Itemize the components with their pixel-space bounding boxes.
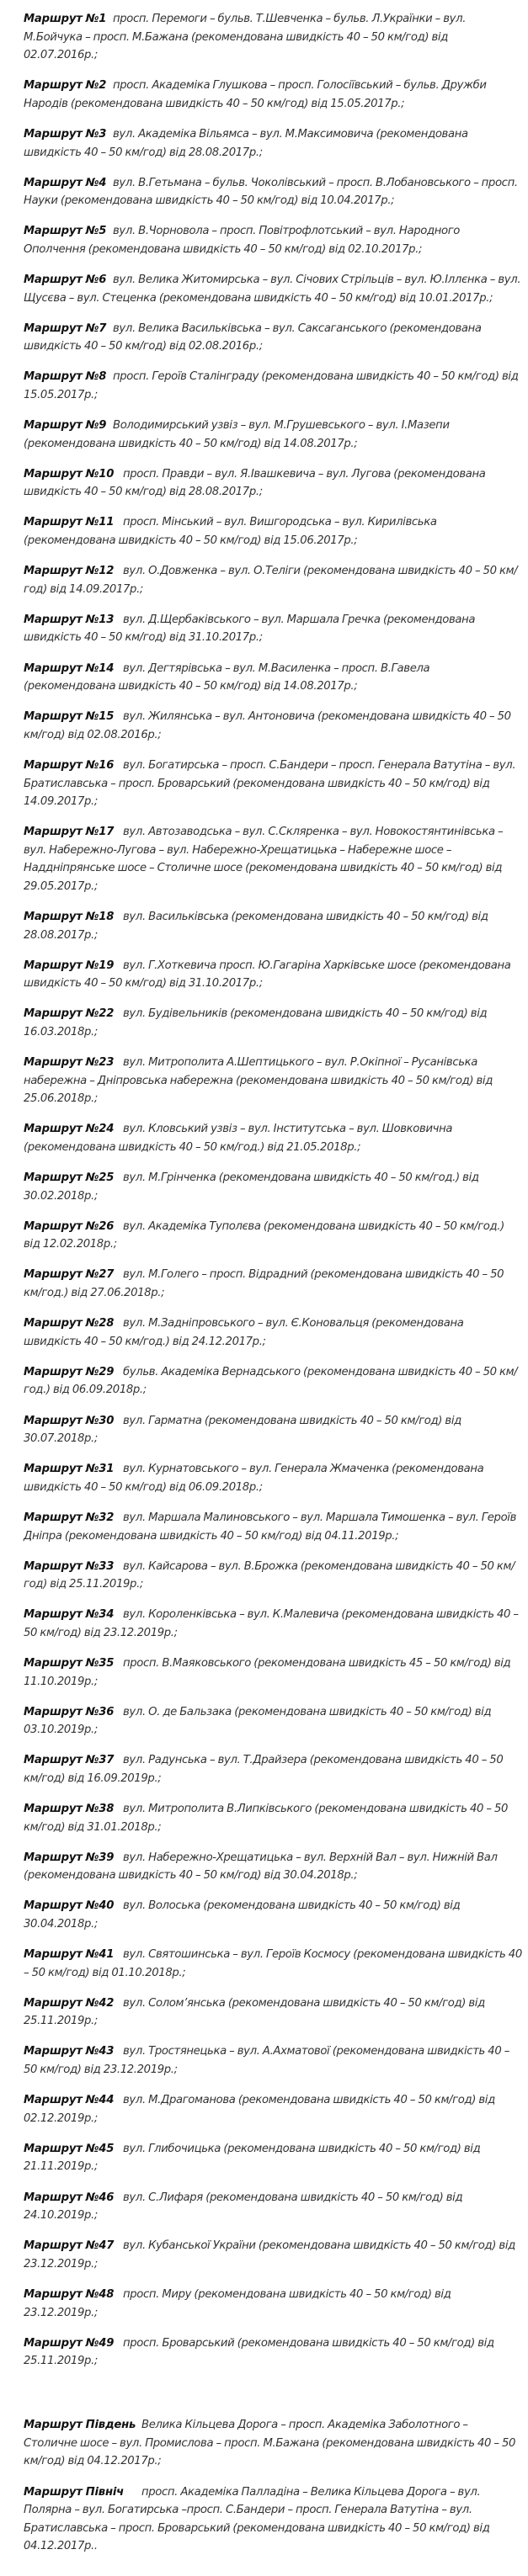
route-description: вул. М.Драгоманова (рекомендована швидкість 40 – 50 км/год) від 02.12.2019р.; — [24, 2094, 495, 2125]
route-description: вул. Святошинська – вул. Героїв Космосу (рекомендована швидкість 40 – 50 км/год) від 01.10.2018р.; — [24, 1948, 522, 1979]
route-label: Маршрут №19 — [24, 959, 115, 972]
route-description: вул. Кайсарова – вул. В.Брожка (рекомендована швидкість 40 – 50 км/год) від 25.11.2019р.; — [24, 1559, 515, 1591]
route-item — [24, 908, 522, 944]
route-description: вул. Академіка Вільямса – вул. М.Максимовича (рекомендована швидкість 40 – 50 км/год) від 28.08.2017р.; — [24, 127, 468, 159]
route-description: вул. Маршала Малиновського – вул. Маршала Тимошенка – вул. Героїв Дніпра (рекомендована швидкість 40 – 50 км/год) від 04.11.2019р.; — [24, 1511, 517, 1543]
route-label: Маршрут №49 — [24, 2336, 115, 2350]
route-item — [24, 1169, 522, 1205]
route-label: Маршрут №35 — [24, 1656, 115, 1670]
route-item — [24, 1120, 522, 1156]
route-label: Маршрут №41 — [24, 1948, 115, 1962]
route-description: вул. Автозаводська – вул. С.Скляренка – вул. Новокостянтинівська – вул. Набережно-Лугова – вул. Набережно-Хрещатицька – Набережне шосе – Наддніпрянське шосе – Столичне шосе (рекомендована швидкість 40 – 50 км/год) від 29.05.2017р.; — [24, 826, 504, 893]
route-label: Маршрут №2 — [24, 79, 107, 93]
route-item — [24, 611, 522, 647]
route-description: просп. Миру (рекомендована швидкість 40 – 50 км/год) від 23.12.2019р.; — [24, 2287, 451, 2319]
route-item — [24, 174, 522, 210]
route-description: вул. Волоська (рекомендована швидкість 40 – 50 км/год) від 30.04.2018р.; — [24, 1899, 461, 1931]
route-item — [24, 1606, 522, 1642]
route-item — [24, 368, 522, 404]
route-description: просп. Академіка Глушкова – просп. Голосіївський – бульв. Дружби Народів (рекомендована швидкість 40 – 50 км/год) від 15.05.2017р.; — [24, 79, 487, 110]
route-item — [24, 708, 522, 744]
route-item — [24, 1005, 522, 1041]
route-item — [24, 1054, 522, 1108]
route-description: вул. Жилянська – вул. Антоновича (рекомендована швидкість 40 – 50 км/год) від 02.08.2016р.; — [24, 710, 511, 741]
route-item — [24, 2042, 522, 2079]
route-item — [24, 1703, 522, 1739]
route-description: вул. Глибочицька (рекомендована швидкість 40 – 50 км/год) від 21.11.2019р.; — [24, 2142, 481, 2174]
route-description: просп. Перемоги – бульв. Т.Шевченка – бульв. Л.Українки – вул. М.Бойчука – просп. М.Бажана (рекомендована швидкість 40 – 50 км/год) від 02.07.2016р.; — [24, 13, 467, 62]
route-item — [24, 125, 522, 162]
route-description: вул. М.Голего – просп. Відрадний (рекомендована швидкість 40 – 50 км/год.) від 27.06.2018р.; — [24, 1268, 504, 1300]
route-description: вул. Богатирська – просп. С.Бандери – просп. Генерала Ватутіна – вул. Братиславська – просп. Броварський (рекомендована швидкість 40 – 50 км/год) від 14.09.2017р.; — [24, 758, 516, 809]
route-label: Маршрут №36 — [24, 1705, 115, 1718]
route-item — [24, 222, 522, 258]
route-description: вул. Радунська – вул. Т.Драйзера (рекомендована швидкість 40 – 50 км/год) від 16.09.2019р.; — [24, 1754, 504, 1785]
route-label: Маршрут №37 — [24, 1754, 115, 1767]
route-description: вул. Академіка Туполєва (рекомендована швидкість 40 – 50 км/год.) від 12.02.2018р.; — [24, 1219, 504, 1251]
route-item — [24, 1849, 522, 1885]
route-item — [24, 320, 522, 356]
route-label: Маршрут №32 — [24, 1511, 115, 1524]
route-description: Володимирський узвіз – вул. М.Грушевського – вул. І.Мазепи (рекомендована швидкість 40 – 50 км/год) від 14.08.2017р.; — [24, 419, 450, 450]
route-label: Маршрут №9 — [24, 419, 107, 433]
route-label: Маршрут №24 — [24, 1123, 115, 1136]
route-description: просп. Академіка Палладіна – Велика Кільцева Дорога – вул. Полярна – вул. Богатирська –просп. С.Бандери – просп. Генерала Ватутіна – вул. Братиславська – просп. Броварський (рекомендована швидкість 40 – 50 км/год) від 04.12.2017р.. — [24, 2485, 490, 2553]
route-description: вул. Курнатовського – вул. Генерала Жмаченка (рекомендована швидкість 40 – 50 км/год) від 06.09.2018р.; — [24, 1463, 484, 1494]
route-description: вул. Будівельників (рекомендована швидкість 40 – 50 км/год) від 16.03.2018р.; — [24, 1007, 488, 1039]
route-item — [24, 465, 522, 502]
route-item — [24, 271, 522, 307]
route-item — [24, 1218, 522, 1254]
route-item — [24, 1460, 522, 1496]
route-description: вул. Д.Щербаківського – вул. Маршала Гречка (рекомендована швидкість 40 – 50 км/год) від 31.10.2017р.; — [24, 613, 476, 645]
route-label: Маршрут №29 — [24, 1365, 115, 1378]
section-spacer — [24, 2382, 522, 2416]
route-description: вул. О. де Бальзака (рекомендована швидкість 40 – 50 км/год) від 03.10.2019р.; — [24, 1705, 492, 1737]
route-label: Маршрут №40 — [24, 1899, 115, 1913]
route-label: Маршрут №3 — [24, 127, 107, 141]
route-description: просп. Мінський – вул. Вишгородська – вул. Кирилівська (рекомендована швидкість 40 – 50 км/год) від 15.06.2017р.; — [24, 516, 437, 548]
route-item — [24, 2286, 522, 2322]
route-description: вул. В.Чорновола – просп. Повітрофлотський – вул. Народного Ополчення (рекомендована швидкість 40 – 50 км/год) від 02.10.2017р.; — [24, 225, 461, 256]
route-item — [24, 1897, 522, 1933]
route-label: Маршрут №4 — [24, 176, 107, 189]
route-description: вул. М.Грінченка (рекомендована швидкість 40 – 50 км/год.) від 30.02.2018р.; — [24, 1171, 479, 1203]
route-item — [24, 1558, 522, 1594]
route-item — [24, 10, 522, 65]
route-description: вул. Набережно-Хрещатицька – вул. Верхній Вал – вул. Нижній Вал (рекомендована швидкість 40 – 50 км/год) від 30.04.2018р.; — [24, 1851, 498, 1883]
route-item — [24, 1751, 522, 1787]
route-description: вул. Тростянецька – вул. А.Ахматової (рекомендована швидкість 40 – 50 км/год) від 23.12.2019р.; — [24, 2045, 509, 2077]
route-description: вул. Гарматна (рекомендована швидкість 40 – 50 км/год) від 30.07.2018р.; — [24, 1414, 461, 1446]
route-item — [24, 562, 522, 598]
route-description: вул. В.Гетьмана – бульв. Чоколівський – просп. В.Лобановського – просп. Науки (рекомендована швидкість 40 – 50 км/год) від 10.04.2017р.; — [24, 176, 518, 208]
route-description: вул. С.Лифаря (рекомендована швидкість 40 – 50 км/год) від 24.10.2019р.; — [24, 2191, 463, 2223]
route-label: Маршрут №13 — [24, 613, 115, 626]
route-label: Маршрут №45 — [24, 2142, 115, 2155]
route-item — [24, 417, 522, 453]
route-label: Маршрут №16 — [24, 758, 115, 772]
route-label: Маршрут №14 — [24, 661, 115, 675]
route-description: вул. Солом’янська (рекомендована швидкість 40 – 50 км/год) від 25.11.2019р.; — [24, 1996, 485, 2028]
route-item-south — [24, 2416, 522, 2471]
route-label: Маршрут №22 — [24, 1007, 115, 1021]
route-item — [24, 1994, 522, 2031]
route-description: просп. Правди – вул. Я.Івашкевича – вул. Лугова (рекомендована швидкість 40 – 50 км/год) від 28.08.2017р.; — [24, 467, 486, 499]
route-label: Маршрут №42 — [24, 1996, 115, 2010]
route-description: вул. Кловський узвіз – вул. Інститутська – вул. Шовковична (рекомендована швидкість 40 – 50 км/год.) від 21.05.2018р.; — [24, 1123, 453, 1154]
route-item — [24, 1654, 522, 1691]
route-label: Маршрут №6 — [24, 274, 107, 287]
route-label: Маршрут №44 — [24, 2094, 115, 2107]
route-label: Маршрут №1 — [24, 13, 107, 25]
route-label: Маршрут №17 — [24, 826, 115, 839]
route-description: вул. Велика Житомирська – вул. Січових Стрільців – вул. Ю.Іллєнка – вул. Щусєва – вул. Стеценка (рекомендована швидкість 40 – 50 км/год) від 10.01.2017р.; — [24, 274, 521, 305]
route-item — [24, 1363, 522, 1400]
route-item — [24, 660, 522, 696]
route-label: Маршрут №10 — [24, 467, 115, 481]
route-item — [24, 1266, 522, 1302]
route-item — [24, 1800, 522, 1836]
route-label: Маршрут №28 — [24, 1317, 115, 1330]
route-item — [24, 1315, 522, 1351]
route-label: Маршрут №47 — [24, 2239, 115, 2253]
route-label: Маршрут №8 — [24, 370, 107, 384]
route-label: Маршрут №23 — [24, 1056, 115, 1070]
route-label: Маршрут №31 — [24, 1463, 115, 1476]
route-description: просп. Героїв Сталінграду (рекомендована швидкість 40 – 50 км/год) від 15.05.2017р.; — [24, 370, 519, 401]
route-label: Маршрут №48 — [24, 2287, 115, 2301]
route-item — [24, 2334, 522, 2371]
route-item — [24, 1412, 522, 1448]
route-label: Маршрут №12 — [24, 565, 115, 578]
route-item — [24, 513, 522, 550]
route-item — [24, 1946, 522, 1982]
route-item — [24, 1509, 522, 1545]
route-label: Маршрут №30 — [24, 1414, 115, 1427]
route-item — [24, 757, 522, 811]
route-label: Маршрут №34 — [24, 1608, 115, 1622]
route-description: вул. Васильківська (рекомендована швидкість 40 – 50 км/год) від 28.08.2017р.; — [24, 911, 488, 942]
route-item — [24, 2189, 522, 2225]
route-item — [24, 77, 522, 113]
route-description: вул. Митрополита В.Липківського (рекомендована швидкість 40 – 50 км/год) від 31.01.2018р.; — [24, 1803, 509, 1834]
route-item — [24, 2140, 522, 2176]
route-description: вул. О.Довженка – вул. О.Теліги (рекомендована швидкість 40 – 50 км/год) від 14.09.2017р.; — [24, 565, 518, 596]
route-label: Маршрут Південь — [24, 2419, 136, 2432]
route-label: Маршрут №38 — [24, 1803, 115, 1816]
route-label: Маршрут №27 — [24, 1268, 115, 1282]
route-item — [24, 957, 522, 993]
route-label: Маршрут №7 — [24, 321, 107, 335]
route-label: Маршрут №18 — [24, 911, 115, 924]
route-description: вул. Велика Васильківська – вул. Саксаганського (рекомендована швидкість 40 – 50 км/год) від 02.08.2016р.; — [24, 321, 482, 353]
route-item — [24, 2237, 522, 2273]
route-label: Маршрут №25 — [24, 1171, 115, 1185]
route-description: вул. Кубанської України (рекомендована швидкість 40 – 50 км/год) від 23.12.2019р.; — [24, 2239, 515, 2271]
route-label: Маршрут №46 — [24, 2191, 115, 2204]
route-description: бульв. Академіка Вернадського (рекомендована швидкість 40 – 50 км/год.) від 06.09.2018р.; — [24, 1365, 518, 1397]
route-label: Маршрут №26 — [24, 1219, 115, 1233]
route-label: Маршрут №43 — [24, 2045, 115, 2058]
route-description: вул. Короленківська – вул. К.Малевича (рекомендована швидкість 40 – 50 км/год) від 23.12.2019р.; — [24, 1608, 519, 1639]
route-label: Маршрут Північ — [24, 2485, 125, 2499]
route-description: вул. Дегтярівська – вул. М.Василенка – просп. В.Гавела (рекомендована швидкість 40 – 50 км/год) від 14.08.2017р.; — [24, 661, 430, 693]
route-description: вул. М.Задніпровського – вул. Є.Коновальця (рекомендована швидкість 40 – 50 км/год.) від 24.12.2017р.; — [24, 1317, 464, 1348]
route-label: Маршрут №11 — [24, 516, 115, 529]
route-item — [24, 823, 522, 895]
route-description: просп. В.Маяковського (рекомендована швидкість 45 – 50 км/год) від 11.10.2019р.; — [24, 1656, 511, 1688]
route-label: Маршрут №33 — [24, 1559, 115, 1573]
route-item-north — [24, 2483, 522, 2556]
route-description: вул. Митрополита А.Шептицького – вул. Р.Окіпної – Русанівська набережна – Дніпровська набережна (рекомендована швидкість 40 – 50 км/год) від 25.06.2018р.; — [24, 1056, 493, 1106]
route-description: просп. Броварський (рекомендована швидкість 40 – 50 км/год) від 25.11.2019р.; — [24, 2336, 494, 2368]
route-label: Маршрут №5 — [24, 225, 107, 238]
route-label: Маршрут №15 — [24, 710, 115, 724]
route-description: вул. Г.Хоткевича просп. Ю.Гагаріна Харківське шосе (рекомендована швидкість 40 – 50 км/год) від 31.10.2017р.; — [24, 959, 511, 991]
route-label: Маршрут №39 — [24, 1851, 115, 1864]
route-description: Велика Кільцева Дорога – просп. Академіка Заболотного – Столичне шосе – вул. Промислова – просп. М.Бажана (рекомендована швидкість 40 – 50 км/год) від 04.12.2017р.; — [24, 2419, 516, 2468]
route-item — [24, 2091, 522, 2127]
